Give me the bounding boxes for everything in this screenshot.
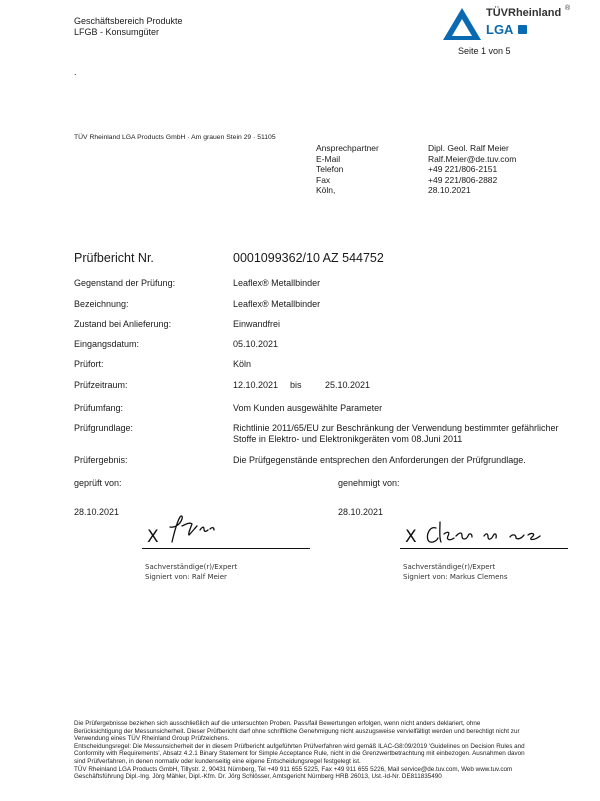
footer-line: Geschäftsführung Dipl.-Ing. Jörg Mähler, Dipl.-Kfm. Dr. Jörg Schlösser, Amtsgericht Nürnberg HRB 26013, Ust.-Id-Nr. DE811835490 bbox=[74, 773, 442, 781]
logo-brand-text: TÜVRheinland bbox=[486, 7, 562, 19]
footer-line: sind Prüfverfahren, in denen normativ oder kundenseitig eine eigene Entscheidungsregel festgelegt ist. bbox=[74, 757, 361, 765]
contact-label: Fax bbox=[316, 174, 331, 185]
footer-line: Entscheidungsregel: Die Messunsicherheit der in diesem Prüfbericht aufgeführten Prüfverfahren wird gemäß ILAC-G8:09/2019 'Guidelines on Decision Rules and bbox=[74, 742, 525, 750]
contact-phone: +49 221/806-2151 bbox=[428, 164, 498, 174]
test-period-from: 12.10.2021 bbox=[233, 380, 279, 390]
row-label-subject: Gegenstand der Prüfung: bbox=[74, 278, 176, 288]
row-label-test-location: Prüfort: bbox=[74, 359, 104, 369]
test-period-to: 25.10.2021 bbox=[325, 380, 371, 390]
checked-by-label: geprüft von: bbox=[74, 478, 122, 488]
row-value-condition: Einwandfrei bbox=[233, 319, 281, 329]
contact-values bbox=[428, 143, 516, 196]
contact-date: 28.10.2021 bbox=[428, 185, 471, 195]
row-value-result: Die Prüfgegenstände entsprechen den Anforderungen der Prüfgrundlage. bbox=[233, 455, 526, 465]
row-label-basis: Prüfgrundlage: bbox=[74, 423, 134, 433]
signature-mark-left: X bbox=[147, 527, 159, 547]
signature-signed-by-right: Signiert von: Markus Clemens bbox=[403, 573, 508, 581]
checked-date: 28.10.2021 bbox=[74, 507, 120, 517]
row-value-receipt-date: 05.10.2021 bbox=[233, 339, 279, 349]
footer-line: Berücksichtigung der Messunsicherheit. Dieser Prüfbericht darf ohne schriftliche Genehmigung nicht auszugsweise vervielfältigt werden und berechtigt nicht zur bbox=[74, 727, 520, 735]
sender-line: TÜV Rheinland LGA Products GmbH · Am grauen Stein 29 · 51105 bbox=[74, 134, 276, 141]
row-label-designation: Bezeichnung: bbox=[74, 299, 129, 309]
row-label-receipt-date: Eingangsdatum: bbox=[74, 339, 140, 349]
contact-label: Köln, bbox=[316, 185, 336, 195]
row-value-subject: Leaflex® Metallbinder bbox=[233, 278, 321, 288]
report-title-label: Prüfbericht Nr. bbox=[74, 251, 154, 265]
signature-role-right: Sachverständige(r)/Expert bbox=[403, 563, 496, 571]
contact-label: Ansprechpartner bbox=[316, 143, 379, 153]
contact-name: Dipl. Geol. Ralf Meier bbox=[428, 143, 509, 153]
row-label-condition: Zustand bei Anlieferung: bbox=[74, 319, 172, 329]
approved-by-label: genehmigt von: bbox=[338, 478, 400, 488]
division-line-1: Geschäftsbereich Produkte bbox=[74, 16, 183, 26]
contact-email: Ralf.Meier@de.tuv.com bbox=[428, 153, 517, 164]
row-value-scope: Vom Kunden ausgewählte Parameter bbox=[233, 403, 383, 413]
signature-role-left: Sachverständige(r)/Expert bbox=[145, 563, 238, 571]
footer-line: Verwendung eines TÜV Rheinland Group Prüfzeichens. bbox=[74, 735, 230, 743]
row-value-basis-line-1: Richtlinie 2011/65/EU zur Beschränkung der Verwendung bestimmter gefährlicher bbox=[233, 423, 559, 433]
contact-labels bbox=[316, 143, 379, 196]
footer-line: Conformity with Requirements', Absatz 4.2.1 Binary Statement for Simple Acceptance Rule, nicht in die Grenzwertbetrachtung mit einbezogen. Ausnahmen davon bbox=[74, 750, 525, 758]
signature-line-left bbox=[142, 548, 310, 549]
footer-line: TÜV Rheinland LGA Products GmbH, Tillystr. 2, 90431 Nürnberg, Tel +49 911 655 5225, Fax +49 911 655 5226, Mail service@de.tuv.com, Web www.tuv.com bbox=[74, 765, 513, 773]
division-line-2: LFGB - Konsumgüter bbox=[74, 27, 160, 37]
contact-label: Telefon bbox=[316, 164, 344, 174]
signature-signed-by-left: Signiert von: Ralf Meier bbox=[145, 573, 227, 581]
contact-label: E-Mail bbox=[316, 153, 341, 164]
contact-fax: +49 221/806-2882 bbox=[428, 174, 498, 185]
row-value-designation: Leaflex® Metallbinder bbox=[233, 299, 321, 309]
approved-date: 28.10.2021 bbox=[338, 507, 384, 517]
header-dot: . bbox=[74, 67, 77, 77]
logo-registered: ® bbox=[565, 5, 571, 12]
footer-legal-text bbox=[74, 720, 594, 781]
logo-square-icon bbox=[518, 25, 527, 34]
row-label-test-period: Prüfzeitraum: bbox=[74, 380, 128, 390]
report-number: 0001099362/10 AZ 544752 bbox=[233, 251, 384, 265]
signature-mark-right: X bbox=[405, 527, 417, 547]
page-number: Seite 1 von 5 bbox=[458, 46, 511, 56]
test-period-bis: bis bbox=[290, 380, 302, 390]
logo-sub-text: LGA bbox=[486, 22, 514, 37]
signature-markus-clemens bbox=[422, 514, 562, 548]
row-label-scope: Prüfumfang: bbox=[74, 403, 124, 413]
tuv-logo bbox=[440, 6, 580, 42]
tuv-triangle-icon bbox=[442, 7, 482, 41]
row-value-basis-line-2: Stoffe in Elektro- und Elektronikgeräten vom 08.Juni 2011 bbox=[233, 434, 463, 444]
footer-line: Die Prüfergebnisse beziehen sich ausschließlich auf die untersuchten Proben. Pass/fail Bewertungen erfolgen, wenn nicht anders deklariert, ohne bbox=[74, 720, 481, 727]
signature-ralf-meier bbox=[164, 512, 254, 546]
row-value-test-location: Köln bbox=[233, 359, 252, 369]
row-label-result: Prüfergebnis: bbox=[74, 455, 128, 465]
signature-line-right bbox=[400, 548, 568, 549]
